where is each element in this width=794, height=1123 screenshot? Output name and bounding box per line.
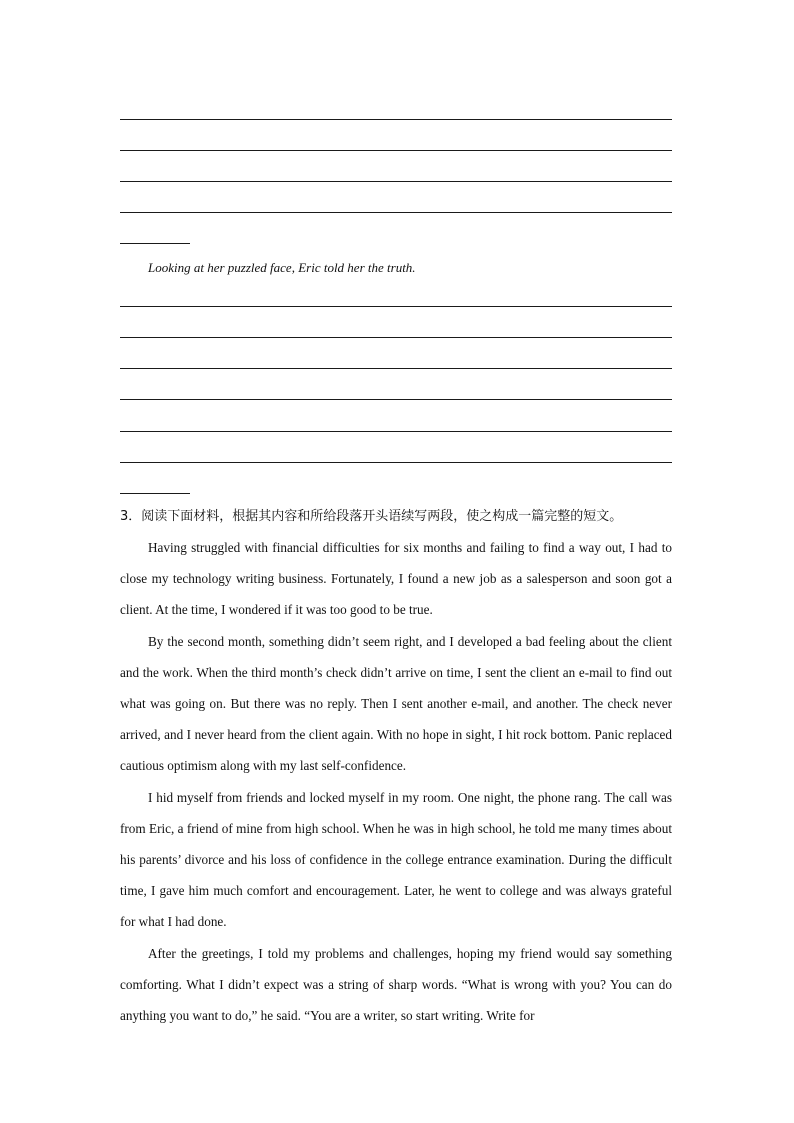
question-number: 3． xyxy=(120,509,142,524)
paragraph-opening-sentence: Looking at her puzzled face, Eric told her the truth. xyxy=(148,260,416,275)
writing-line[interactable] xyxy=(120,462,672,463)
writing-line[interactable] xyxy=(120,337,672,338)
writing-line[interactable] xyxy=(120,431,672,432)
writing-line[interactable] xyxy=(120,368,672,369)
writing-line-end[interactable] xyxy=(120,493,190,494)
writing-line[interactable] xyxy=(120,150,672,151)
passage-paragraph: I hid myself from friends and locked myself in my room. One night, the phone rang. The call was from Eric, a friend of mine from high school. When he was in high school, he told me many times about his parents’ divorce and his loss of confidence in the college entrance examination. During the difficult time, I gave him much comfort and encouragement. Later, he went to college and was always grateful for what I had done. xyxy=(120,789,672,930)
writing-line[interactable] xyxy=(120,212,672,213)
writing-line[interactable] xyxy=(120,306,672,307)
passage-paragraph: By the second month, something didn’t seem right, and I developed a bad feeling about the client and the work. When the third month’s check didn’t arrive on time, I sent the client an e-mail to find out what was going on. But there was no reply. Then I sent another e-mail, and another. The check never arrived, and I never heard from the client again. With no hope in sight, I hit rock bottom. Panic replaced cautious optimism along with my last self-confidence. xyxy=(120,633,672,774)
writing-line[interactable] xyxy=(120,181,672,182)
question-heading xyxy=(120,507,680,527)
writing-line[interactable] xyxy=(120,119,672,120)
reading-passage xyxy=(120,532,672,1031)
passage-paragraph: Having struggled with financial difficulties for six months and failing to find a way out, I had to close my technology writing business. Fortunately, I found a new job as a salesperson and soon got a client. At the time, I wondered if it was too good to be true. xyxy=(120,540,672,618)
passage-paragraph: After the greetings, I told my problems and challenges, hoping my friend would say something comforting. What I didn’t expect was a string of sharp words. “What is wrong with you? You can do anything you want to do,” he said. “You are a writer, so start writing. Write for xyxy=(120,945,672,1024)
writing-line-end[interactable] xyxy=(120,243,190,244)
question-instruction: 阅读下面材料，根据其内容和所给段落开头语续写两段，使之构成一篇完整的短文。 xyxy=(141,509,623,524)
writing-line[interactable] xyxy=(120,399,672,400)
